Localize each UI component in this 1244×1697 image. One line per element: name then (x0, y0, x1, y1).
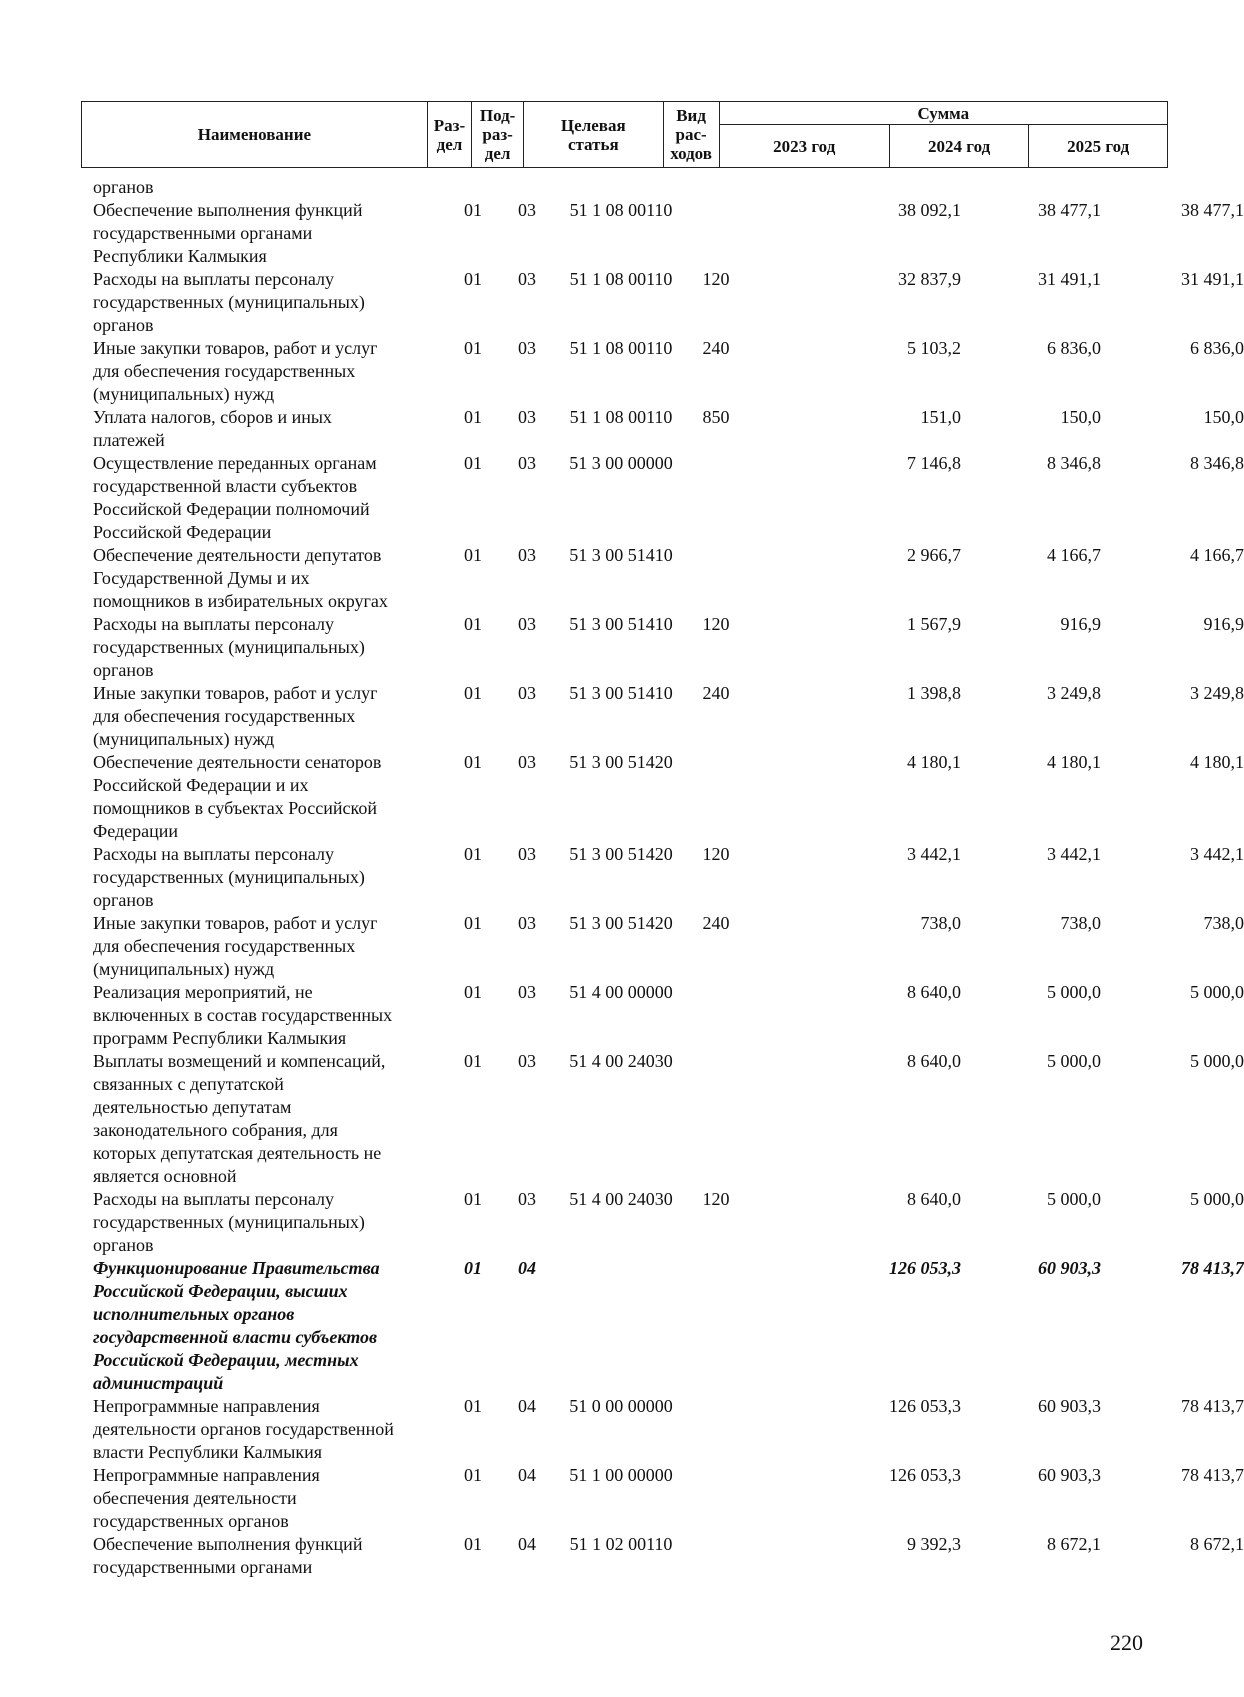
row-name-line: Обеспечение выполнения функций (93, 200, 363, 220)
row-sum-2024: 4 180,1 (1047, 752, 1101, 772)
row-sum-2023: 8 640,0 (907, 1189, 961, 1209)
row-name (81, 268, 438, 337)
row-sum-2023: 8 640,0 (907, 1051, 961, 1071)
row-razdel: 01 (464, 844, 482, 864)
row-sum-2025: 150,0 (1203, 407, 1244, 427)
table-row (81, 1464, 1244, 1533)
row-name-line: Расходы на выплаты персоналу (93, 614, 334, 634)
page-number: 220 (1110, 1630, 1143, 1655)
row-name-line: Обеспечение деятельности депутатов (93, 545, 382, 565)
row-podrazdel: 03 (518, 545, 536, 565)
row-sum-2025: 4 180,1 (1190, 752, 1244, 772)
table-row (81, 912, 1244, 981)
row-podrazdel: 03 (518, 338, 536, 358)
row-name-line: администраций (93, 1373, 224, 1393)
row-name-line: помощников в избирательных округах (93, 591, 388, 611)
row-podrazdel: 04 (518, 1465, 536, 1485)
row-target: 51 3 00 00000 (569, 453, 673, 473)
header-name: Наименование (82, 102, 428, 168)
row-vid: 850 (702, 407, 730, 427)
row-name-line: Иные закупки товаров, работ и услуг (93, 683, 378, 703)
row-podrazdel: 04 (518, 1534, 536, 1554)
row-sum-2025: 78 413,7 (1181, 1465, 1244, 1485)
row-sum-2025: 8 346,8 (1190, 453, 1244, 473)
row-target: 51 0 00 00000 (569, 1396, 673, 1416)
row-name-line: государственных органов (93, 1511, 289, 1531)
table-row (81, 337, 1244, 406)
row-sum-2023: 9 392,3 (907, 1534, 961, 1554)
row-name (81, 1464, 438, 1533)
row-name-line: государственных (муниципальных) (93, 637, 365, 657)
row-sum-2025: 78 413,7 (1181, 1258, 1244, 1278)
row-sum-2025: 5 000,0 (1190, 982, 1244, 1002)
row-sum-2023: 38 092,1 (898, 200, 961, 220)
row-name-line: (муниципальных) нужд (93, 384, 275, 404)
row-sum-2024: 5 000,0 (1047, 1051, 1101, 1071)
row-razdel: 01 (464, 982, 482, 1002)
row-sum-2024: 738,0 (1060, 913, 1101, 933)
row-vid: 120 (702, 614, 730, 634)
row-sum-2023: 7 146,8 (907, 453, 961, 473)
row-name (81, 912, 438, 981)
row-podrazdel: 03 (518, 614, 536, 634)
row-name (81, 682, 438, 751)
row-podrazdel: 03 (518, 982, 536, 1002)
table-body (81, 176, 1244, 1579)
row-name-line: Российской Федерации и их (93, 775, 309, 795)
header-razdel: Раз- дел (427, 102, 471, 168)
row-sum-2023: 1 398,8 (907, 683, 961, 703)
row-name (81, 1533, 438, 1579)
row-name-line: Республики Калмыкия (93, 246, 267, 266)
row-name-line: программ Республики Калмыкия (93, 1028, 347, 1048)
row-razdel: 01 (464, 269, 482, 289)
row-name-line: Российской Федерации полномочий (93, 499, 370, 519)
row-name-line: исполнительных органов (93, 1304, 295, 1324)
row-name-line: Иные закупки товаров, работ и услуг (93, 338, 378, 358)
row-sum-2025: 4 166,7 (1190, 545, 1244, 565)
row-target: 51 3 00 51410 (569, 683, 673, 703)
row-name-line: государственными органами (93, 1557, 313, 1577)
row-name-line: Реализация мероприятий, не (93, 982, 313, 1002)
row-sum-2023: 738,0 (920, 913, 961, 933)
row-sum-2023: 4 180,1 (907, 752, 961, 772)
row-name-line: органов (93, 1235, 154, 1255)
row-sum-2024: 5 000,0 (1047, 1189, 1101, 1209)
row-name-line: Уплата налогов, сборов и иных (93, 407, 332, 427)
row-razdel: 01 (464, 1189, 482, 1209)
row-name-line: Расходы на выплаты персоналу (93, 844, 334, 864)
row-vid: 120 (702, 269, 730, 289)
row-razdel: 01 (464, 1051, 482, 1071)
row-name-line: государственными органами (93, 223, 313, 243)
row-sum-2024: 3 249,8 (1047, 683, 1101, 703)
row-sum-2025: 5 000,0 (1190, 1189, 1244, 1209)
row-sum-2025: 3 249,8 (1190, 683, 1244, 703)
row-name-line: (муниципальных) нужд (93, 959, 275, 979)
row-name-line: деятельностью депутатам (93, 1097, 292, 1117)
row-sum-2024: 3 442,1 (1047, 844, 1101, 864)
row-sum-2024: 60 903,3 (1038, 1258, 1101, 1278)
row-target: 51 1 08 00110 (569, 407, 673, 427)
row-podrazdel: 03 (518, 200, 536, 220)
row-sum-2023: 126 053,3 (889, 1258, 961, 1278)
row-target: 51 1 08 00110 (569, 269, 673, 289)
row-razdel: 01 (464, 200, 482, 220)
table-row (81, 1257, 1244, 1395)
row-sum-2025: 31 491,1 (1181, 269, 1244, 289)
row-name-line: для обеспечения государственных (93, 936, 356, 956)
row-name-line: обеспечения деятельности (93, 1488, 297, 1508)
table-row (81, 268, 1244, 337)
row-name-line: Российской Федерации, высших (93, 1281, 348, 1301)
row-name-line: Иные закупки товаров, работ и услуг (93, 913, 378, 933)
row-vid: 120 (702, 844, 730, 864)
row-name-line: Российской Федерации (93, 522, 272, 542)
row-razdel: 01 (464, 1465, 482, 1485)
row-razdel: 01 (464, 1396, 482, 1416)
row-name (81, 981, 438, 1050)
row-razdel: 01 (464, 752, 482, 772)
row-target: 51 1 08 00110 (569, 200, 673, 220)
row-sum-2023: 8 640,0 (907, 982, 961, 1002)
row-podrazdel: 03 (518, 844, 536, 864)
row-name-line: органов (93, 315, 154, 335)
row-name (81, 1395, 438, 1464)
row-name-line: государственной власти субъектов (93, 1327, 378, 1347)
row-name-line: Непрограммные направления (93, 1465, 320, 1485)
header-year-2023: 2023 год (719, 125, 889, 168)
row-podrazdel: 03 (518, 269, 536, 289)
row-sum-2024: 60 903,3 (1038, 1396, 1101, 1416)
row-sum-2025: 916,9 (1203, 614, 1244, 634)
row-name-line: связанных с депутатской (93, 1074, 284, 1094)
row-sum-2024: 5 000,0 (1047, 982, 1101, 1002)
row-name-line: Федерации (93, 821, 179, 841)
table-row (81, 406, 1244, 452)
row-podrazdel: 03 (518, 453, 536, 473)
row-name-line: органов (93, 890, 154, 910)
row-podrazdel: 04 (518, 1396, 536, 1416)
row-sum-2023: 126 053,3 (889, 1396, 961, 1416)
row-sum-2024: 60 903,3 (1038, 1465, 1101, 1485)
row-name-line: Осуществление переданных органам (93, 453, 377, 473)
row-podrazdel: 03 (518, 683, 536, 703)
row-sum-2024: 150,0 (1060, 407, 1101, 427)
row-sum-2024: 6 836,0 (1047, 338, 1101, 358)
row-target: 51 3 00 51410 (569, 614, 673, 634)
table-row (81, 1395, 1244, 1464)
row-sum-2024: 916,9 (1060, 614, 1101, 634)
row-razdel: 01 (464, 407, 482, 427)
row-vid: 240 (702, 913, 730, 933)
table-row (81, 751, 1244, 843)
row-name-line: государственных (муниципальных) (93, 1212, 365, 1232)
row-sum-2023: 32 837,9 (898, 269, 961, 289)
row-target: 51 1 02 00110 (569, 1534, 673, 1554)
row-name (81, 176, 438, 199)
table-row (81, 452, 1244, 544)
row-sum-2024: 38 477,1 (1038, 200, 1101, 220)
row-sum-2023: 126 053,3 (889, 1465, 961, 1485)
row-name-line: органов (93, 660, 154, 680)
row-name-line: помощников в субъектах Российской (93, 798, 377, 818)
row-name-line: Выплаты возмещений и компенсаций, (93, 1051, 386, 1071)
row-sum-2023: 151,0 (920, 407, 961, 427)
row-target: 51 1 08 00110 (569, 338, 673, 358)
row-sum-2025: 38 477,1 (1181, 200, 1244, 220)
row-sum-2023: 2 966,7 (907, 545, 961, 565)
row-sum-2024: 31 491,1 (1038, 269, 1101, 289)
row-name-line: государственной власти субъектов (93, 476, 358, 496)
table-row (81, 1188, 1244, 1257)
header-podrazdel: Под- раз- дел (472, 102, 524, 168)
row-name-line: деятельности органов государственной (93, 1419, 394, 1439)
row-name-line: для обеспечения государственных (93, 706, 356, 726)
row-name-line: законодательного собрания, для (93, 1120, 338, 1140)
row-sum-2023: 3 442,1 (907, 844, 961, 864)
row-sum-2025: 5 000,0 (1190, 1051, 1244, 1071)
row-podrazdel: 03 (518, 1189, 536, 1209)
row-razdel: 01 (464, 338, 482, 358)
row-name (81, 751, 438, 843)
row-vid: 240 (702, 338, 730, 358)
row-name-line: является основной (93, 1166, 237, 1186)
header-vid: Вид рас- ходов (663, 102, 719, 168)
row-razdel: 01 (464, 1258, 482, 1278)
row-target: 51 3 00 51420 (569, 752, 673, 772)
row-sum-2024: 4 166,7 (1047, 545, 1101, 565)
row-razdel: 01 (464, 683, 482, 703)
row-name-line: для обеспечения государственных (93, 361, 356, 381)
row-sum-2023: 1 567,9 (907, 614, 961, 634)
row-name-line: Функционирование Правительства (93, 1258, 380, 1278)
row-name (81, 1050, 438, 1188)
row-name-line: Расходы на выплаты персоналу (93, 269, 334, 289)
header-target: Целевая статья (524, 102, 664, 168)
row-target: 51 3 00 51420 (569, 844, 673, 864)
row-podrazdel: 03 (518, 407, 536, 427)
table-row (81, 613, 1244, 682)
row-target: 51 4 00 24030 (569, 1051, 673, 1071)
row-name (81, 613, 438, 682)
table-row (81, 843, 1244, 912)
row-sum-2023: 5 103,2 (907, 338, 961, 358)
row-target: 51 1 00 00000 (569, 1465, 673, 1485)
row-name-line: которых депутатская деятельность не (93, 1143, 382, 1163)
row-razdel: 01 (464, 913, 482, 933)
row-name (81, 337, 438, 406)
header-year-2024: 2024 год (889, 125, 1029, 168)
table-row (81, 199, 1244, 268)
row-sum-2024: 8 672,1 (1047, 1534, 1101, 1554)
row-name-line: государственных (муниципальных) (93, 867, 365, 887)
header-year-2025: 2025 год (1029, 125, 1168, 168)
row-name (81, 544, 438, 613)
row-sum-2025: 6 836,0 (1190, 338, 1244, 358)
row-name (81, 452, 438, 544)
row-name (81, 1188, 438, 1257)
row-name (81, 199, 438, 268)
table-row (81, 1050, 1244, 1188)
row-name-line: платежей (93, 430, 165, 450)
row-name-line: Обеспечение деятельности сенаторов (93, 752, 382, 772)
row-vid: 240 (702, 683, 730, 703)
row-razdel: 01 (464, 545, 482, 565)
row-name-line: Российской Федерации, местных (93, 1350, 359, 1370)
row-name-line: органов (93, 177, 154, 197)
row-name (81, 1257, 438, 1395)
row-target: 51 4 00 24030 (569, 1189, 673, 1209)
table-header (81, 101, 1168, 168)
row-target: 51 3 00 51420 (569, 913, 673, 933)
row-name-line: Обеспечение выполнения функций (93, 1534, 363, 1554)
table-row (81, 981, 1244, 1050)
row-podrazdel: 04 (518, 1258, 536, 1278)
row-sum-2025: 8 672,1 (1190, 1534, 1244, 1554)
row-podrazdel: 03 (518, 752, 536, 772)
row-name-line: государственных (муниципальных) (93, 292, 365, 312)
row-target: 51 4 00 00000 (569, 982, 673, 1002)
table-row (81, 1533, 1244, 1579)
row-razdel: 01 (464, 614, 482, 634)
row-target: 51 3 00 51410 (569, 545, 673, 565)
row-name-line: Государственной Думы и их (93, 568, 310, 588)
table-row (81, 176, 1168, 199)
row-podrazdel: 03 (518, 913, 536, 933)
row-razdel: 01 (464, 1534, 482, 1554)
row-sum-2024: 8 346,8 (1047, 453, 1101, 473)
table-row (81, 544, 1244, 613)
row-name (81, 406, 438, 452)
row-name-line: власти Республики Калмыкия (93, 1442, 323, 1462)
row-name-line: включенных в состав государственных (93, 1005, 393, 1025)
row-name-line: Непрограммные направления (93, 1396, 320, 1416)
table-row (81, 682, 1244, 751)
row-sum-2025: 78 413,7 (1181, 1396, 1244, 1416)
row-podrazdel: 03 (518, 1051, 536, 1071)
header-sum: Сумма (719, 102, 1167, 125)
row-name-line: (муниципальных) нужд (93, 729, 275, 749)
row-name-line: Расходы на выплаты персоналу (93, 1189, 334, 1209)
row-razdel: 01 (464, 453, 482, 473)
row-sum-2025: 738,0 (1203, 913, 1244, 933)
row-sum-2025: 3 442,1 (1190, 844, 1244, 864)
row-name (81, 843, 438, 912)
row-vid: 120 (702, 1189, 730, 1209)
